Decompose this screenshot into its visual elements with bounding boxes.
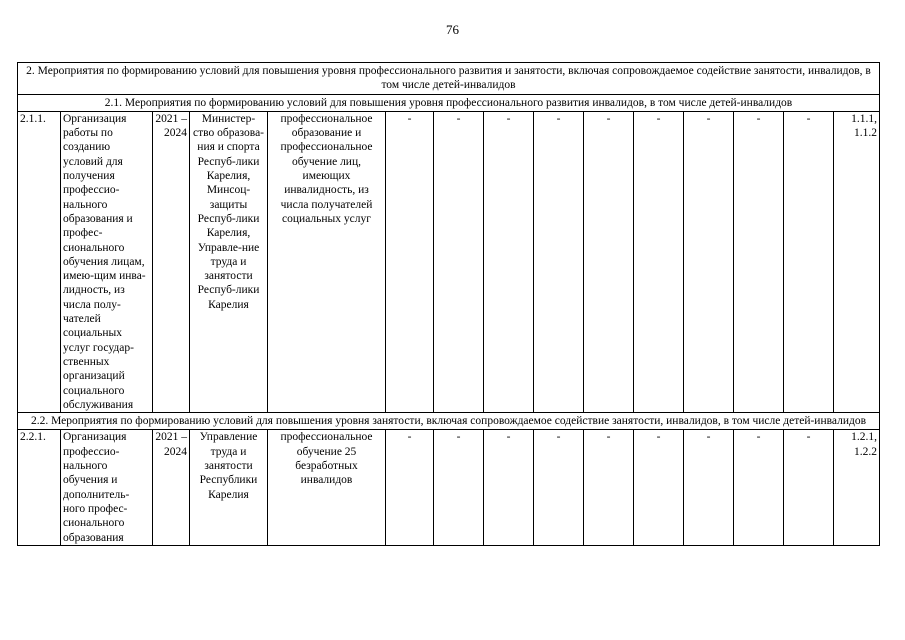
value-cell: - bbox=[584, 430, 634, 545]
target-links: 1.2.1, 1.2.2 bbox=[834, 430, 880, 545]
subsection-header-row bbox=[18, 413, 880, 430]
expected-result: профессиональное обучение 25 безработных инвалидов bbox=[268, 430, 386, 545]
section-2-2-title: 2.2. Мероприятия по формированию условий для повышения уровня занятости, включая сопровождаемое содействие занятости, инвалидов, в том числе детей-инвалидов bbox=[18, 413, 880, 430]
expected-result: профессиональное образование и профессиональное обучение лиц, имеющих инвалидность, из числа получателей социальных услуг bbox=[268, 111, 386, 412]
value-cell: - bbox=[784, 430, 834, 545]
page-number: 76 bbox=[446, 22, 459, 37]
value-cell: - bbox=[534, 111, 584, 412]
target-links: 1.1.1, 1.1.2 bbox=[834, 111, 880, 412]
table-row bbox=[18, 111, 880, 412]
value-cell: - bbox=[534, 430, 584, 545]
value-cell: - bbox=[386, 430, 434, 545]
period: 2021 – 2024 bbox=[153, 111, 190, 412]
value-cell: - bbox=[684, 430, 734, 545]
value-cell: - bbox=[634, 111, 684, 412]
value-cell: - bbox=[734, 430, 784, 545]
measure-name: Организация работы по созданию условий для получения профессио-нального образования и профес-сионального обучения лицам, имею-щим инва-лидность, из числа полу-чателей социальных услуг государ-ственных организаций социального обслуживания bbox=[61, 111, 153, 412]
value-cell: - bbox=[634, 430, 684, 545]
value-cell: - bbox=[434, 430, 484, 545]
value-cell: - bbox=[484, 111, 534, 412]
row-number: 2.1.1. bbox=[18, 111, 61, 412]
section-header-row bbox=[18, 63, 880, 95]
measures-table bbox=[17, 62, 880, 546]
value-cell: - bbox=[386, 111, 434, 412]
row-number: 2.2.1. bbox=[18, 430, 61, 545]
section-2-title: 2. Мероприятия по формированию условий для повышения уровня профессионального развития и занятости, включая сопровождаемое содействие занятости, инвалидов, в том числе детей-инвалидов bbox=[18, 63, 880, 95]
value-cell: - bbox=[784, 111, 834, 412]
measure-name: Организация профессио-нального обучения и дополнитель-ного профес-сионального образования bbox=[61, 430, 153, 545]
value-cell: - bbox=[584, 111, 634, 412]
period: 2021 – 2024 bbox=[153, 430, 190, 545]
value-cell: - bbox=[684, 111, 734, 412]
value-cell: - bbox=[734, 111, 784, 412]
value-cell: - bbox=[484, 430, 534, 545]
executor: Управление труда и занятости Республики Карелия bbox=[190, 430, 268, 545]
subsection-header-row bbox=[18, 94, 880, 111]
executor: Министер-ство образова-ния и спорта Респуб-лики Карелия, Минсоц-защиты Респуб-лики Карелия, Управле-ние труда и занятости Респуб-лики Карелия bbox=[190, 111, 268, 412]
section-2-1-title: 2.1. Мероприятия по формированию условий для повышения уровня профессионального развития инвалидов, в том числе детей-инвалидов bbox=[18, 94, 880, 111]
table-row bbox=[18, 430, 880, 545]
value-cell: - bbox=[434, 111, 484, 412]
